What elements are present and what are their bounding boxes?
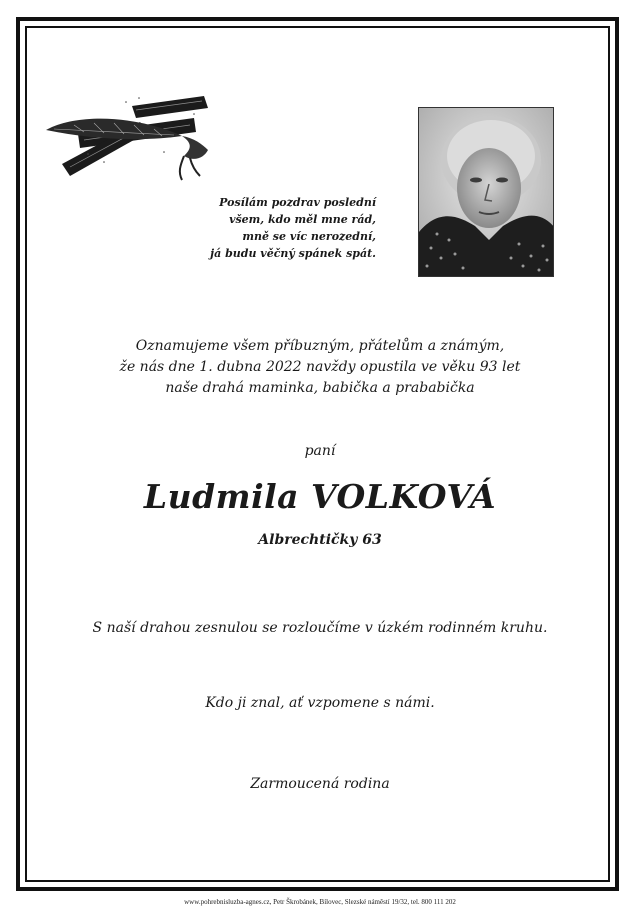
farewell-text: S naší drahou zesnulou se rozloučíme v úzkém rodinném kruhu.: [92, 620, 548, 636]
cross-with-palm-icon: [44, 92, 216, 186]
announcement-text: [60, 336, 580, 399]
title-word: paní: [304, 443, 336, 459]
verse-line: já budu věčný spánek spát.: [210, 247, 376, 260]
memorial-verse: [200, 194, 376, 262]
funeral-service-footer: www.pohrebnisluzba-agnes.cz, Petr Škrobánek, Bílovec, Slezské náměstí 19/32, tel. 800 111 202: [184, 898, 456, 906]
deceased-address: Albrechtičky 63: [258, 532, 382, 548]
announcement-line: naše drahá maminka, babička a prababička: [165, 380, 475, 396]
family-signature: Zarmoucená rodina: [250, 776, 390, 792]
portrait-photo: [418, 107, 554, 277]
verse-line: všem, kdo měl mne rád,: [229, 213, 376, 226]
verse-line: Posílám pozdrav poslední: [219, 196, 376, 209]
deceased-name: Ludmila VOLKOVÁ: [143, 477, 497, 516]
remember-text: Kdo ji znal, ať vzpomene s námi.: [205, 695, 435, 711]
verse-line: mně se víc nerozední,: [242, 230, 376, 243]
announcement-line: že nás dne 1. dubna 2022 navždy opustila ve věku 93 let: [119, 359, 521, 375]
announcement-line: Oznamujeme všem příbuzným, přátelům a známým,: [135, 338, 505, 354]
